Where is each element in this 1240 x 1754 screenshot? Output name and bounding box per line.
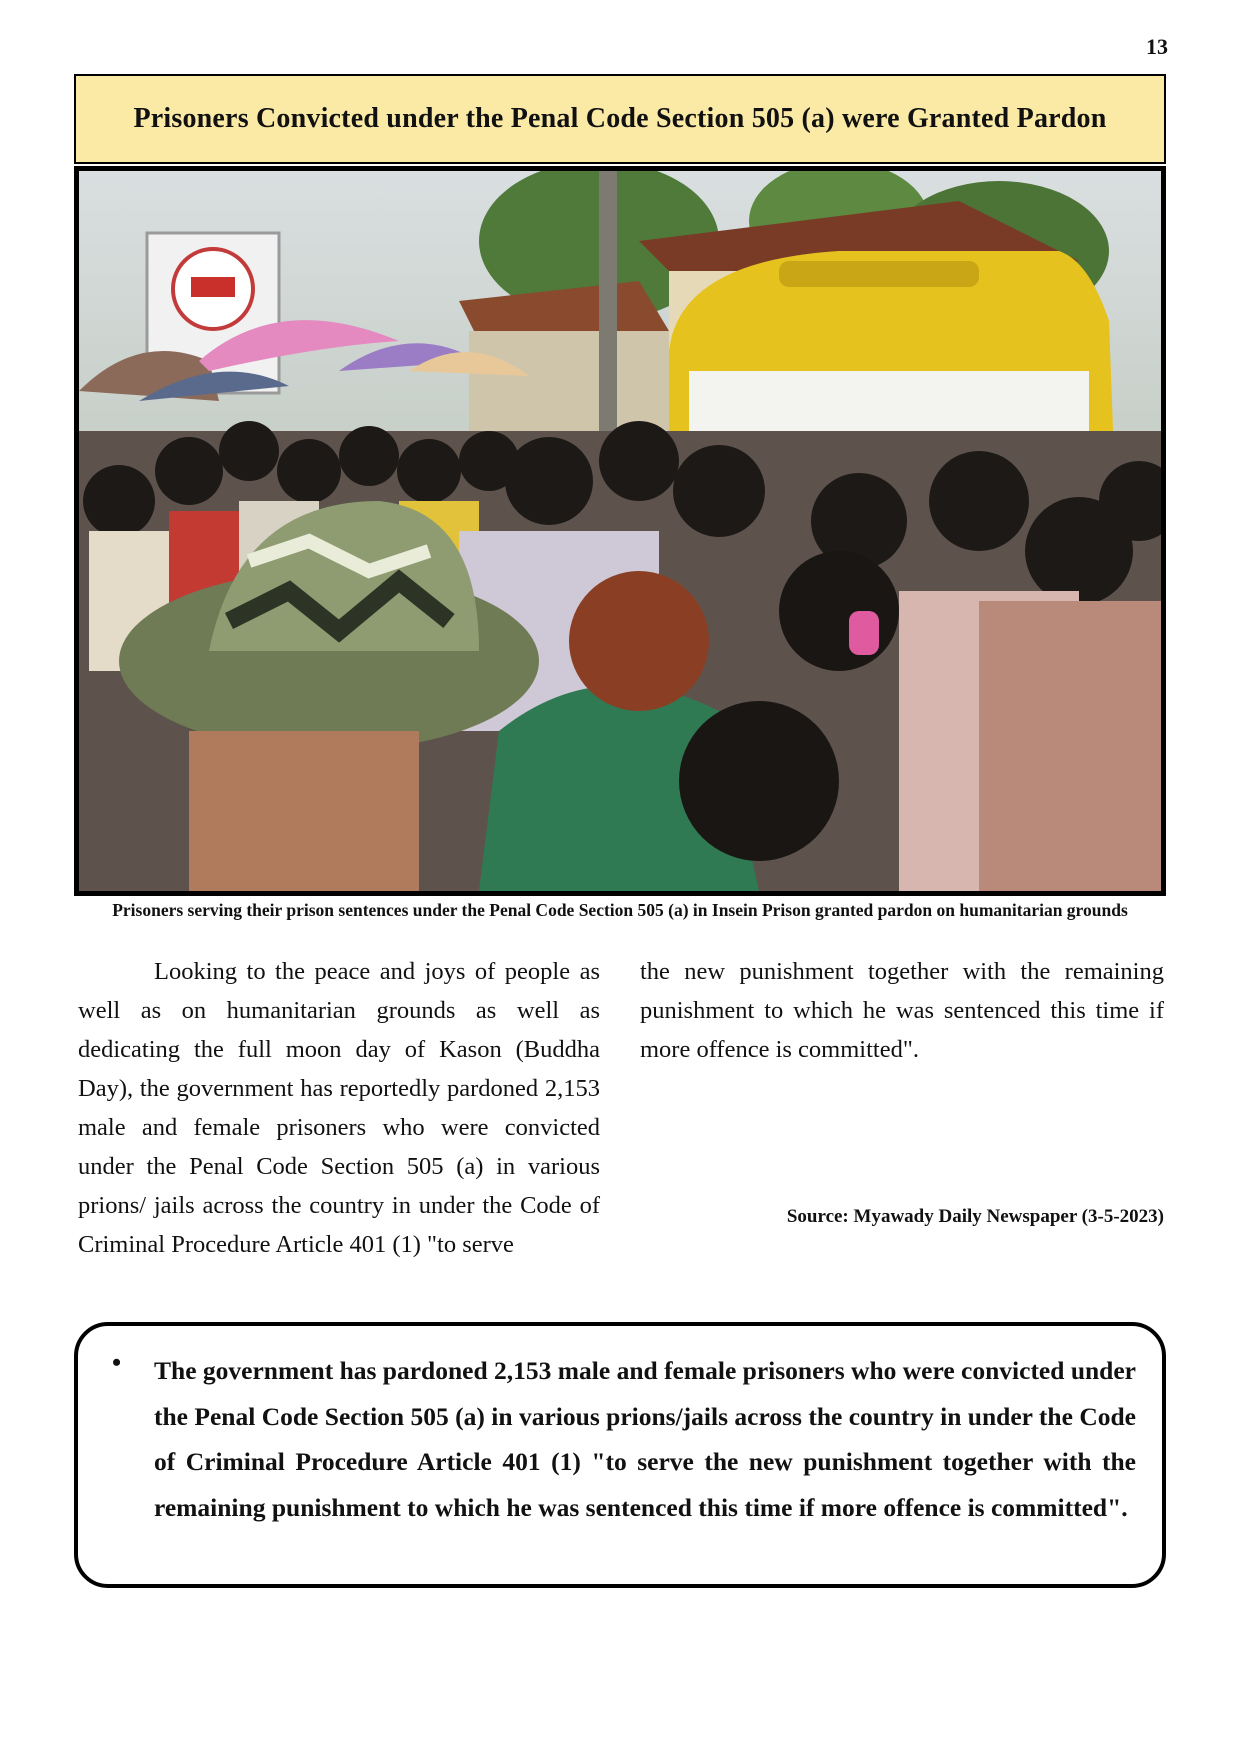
summary-box xyxy=(74,1322,1166,1588)
summary-item xyxy=(98,1348,1136,1530)
source-citation: Source: Myawady Daily Newspaper (3-5-2023) xyxy=(786,1206,1164,1227)
summary-text: The government has pardoned 2,153 male and female prisoners who were convicted under the Penal Code Section 505 (a) in various prions/jails across the country in under the Code of Criminal Procedure Article 401 (1) "to serve the new punishment together with the remaining punishment to which he was sentenced this time if more offence is committed". xyxy=(154,1356,1136,1522)
news-photo xyxy=(74,166,1166,896)
crowd-photo-icon xyxy=(79,171,1161,891)
article-right-column: the new punishment together with the remaining punishment to which he was sentenced this time if more offence is committed". xyxy=(640,958,1164,1063)
article-left-column: Looking to the peace and joys of people as well as on humanitarian grounds as well as dedicating the full moon day of Kason (Buddha Day), the government has reportedly pardoned 2,153 male and female prisoners who were convicted under the Penal Code Section 505 (a) in various prions/ jails across the country in under the Code of Criminal Procedure Article 401 (1) "to serve xyxy=(78,958,600,1258)
page-number: 13 xyxy=(1146,34,1168,59)
photo-caption: Prisoners serving their prison sentences under the Penal Code Section 505 (a) in Insein Prison granted pardon on humanitarian grounds xyxy=(112,900,1128,920)
title-banner xyxy=(74,74,1166,164)
bullet-icon: • xyxy=(112,1348,122,1377)
page-title: Prisoners Convicted under the Penal Code Section 505 (a) were Granted Pardon xyxy=(133,103,1107,134)
